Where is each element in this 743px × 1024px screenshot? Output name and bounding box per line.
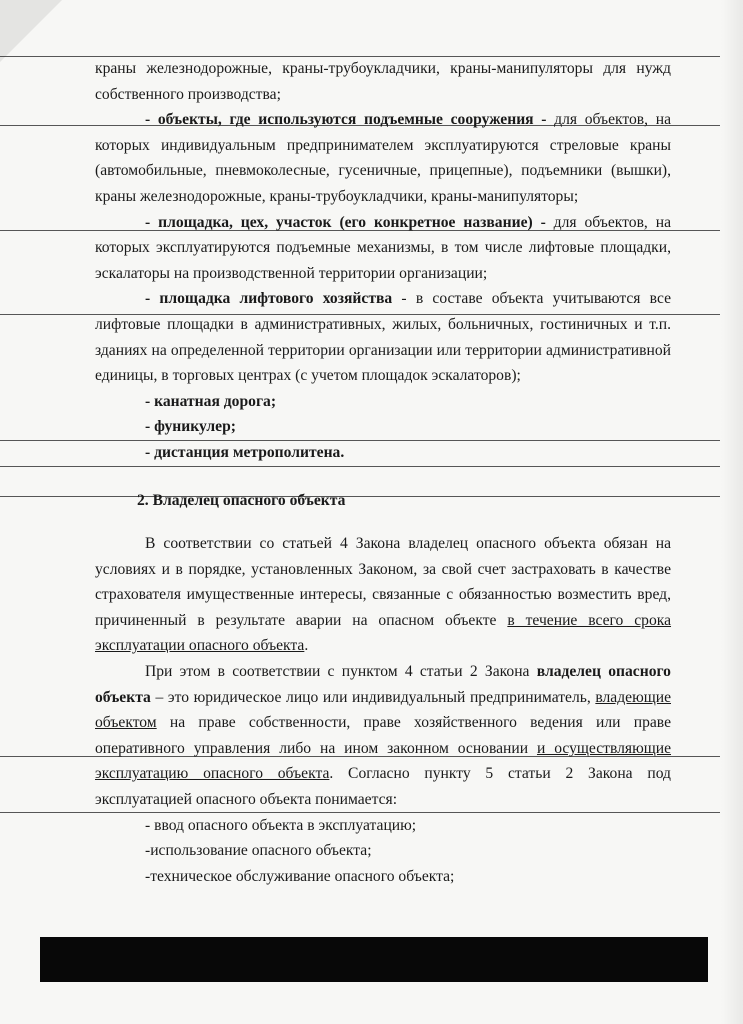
list-item-elevator-site: - площадка лифтового хозяйства - в составе объекта учитываются все лифтовые площадки в административных, жилых, больничных, гостиничных и т.п. зданиях на определенной территории организации или территории административной единицы, в торговых центрах (с учетом площадок эскалаторов); [95, 290, 671, 385]
page-corner-fold [0, 0, 62, 62]
list-item-metro: - дистанция метрополитена. [145, 443, 345, 461]
scan-black-bar [40, 937, 708, 982]
section-heading: 2. Владелец опасного объекта [137, 491, 346, 509]
list-item-cable-car: - канатная дорога; [145, 392, 277, 410]
list-item-use: -использование опасного объекта; [145, 842, 372, 860]
list-item-site-workshop: - площадка, цех, участок (его конкретное название) - для объектов, на которых эксплуатируются подъемные механизмы, в том числе лифтовые площадки, эскалаторы на производственной территории организации; [95, 213, 671, 282]
paragraph-owner-obligation: В соответствии со статьей 4 Закона владелец опасного объекта обязан на условиях и в порядке, установленных Законом, за свой счет застраховать в качестве страхователя имущественные интересы, связанные с обязанностью возместить вред, причиненный в результате аварии на опасном объекте в течение всего срока эксплуатации опасного объекта. [95, 535, 672, 655]
list-item-maintenance: -техническое обслуживание опасного объекта; [145, 867, 455, 885]
document-body [95, 56, 671, 889]
paragraph-owner-definition: При этом в соответствии с пунктом 4 статьи 2 Закона владелец опасного объекта – это юридическое лицо или индивидуальный предприниматель, владеющие объектом на праве собственности, праве хозяйственного ведения или праве оперативного управления либо на ином законном основании и осуществляющие эксплуатацию опасного объекта. Согласно пункту 5 статьи 2 Закона под эксплуатацией опасного объекта понимается: [95, 663, 671, 809]
continuation-paragraph: краны железнодорожные, краны-трубоукладчики, краны-манипуляторы для нужд собственного производства; [95, 60, 671, 103]
list-item-funicular: - фуникулер; [145, 418, 236, 436]
list-item-lifting-structures: - объекты, где используются подъемные сооружения - для объектов, на которых индивидуальным предпринимателем эксплуатируются стреловые краны (автомобильные, пневмоколесные, гусеничные, прицепные), подъемники (вышки), краны железнодорожные, краны-трубоукладчики, краны-манипуляторы; [95, 111, 671, 205]
page-right-edge [721, 0, 743, 1024]
list-item-commissioning: - ввод опасного объекта в эксплуатацию; [145, 816, 417, 834]
